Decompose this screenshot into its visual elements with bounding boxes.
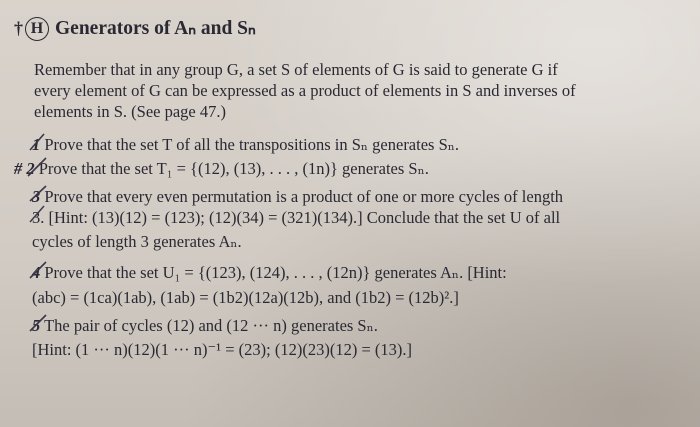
pen-stroke bbox=[30, 134, 44, 150]
exercise-mark: # bbox=[14, 159, 23, 178]
dagger-mark: † bbox=[14, 18, 23, 38]
section-letter-badge: H bbox=[25, 17, 49, 41]
exercise-text: The pair of cycles (12) and (12 ··· n) generates Sₙ. bbox=[44, 316, 378, 335]
exercise-text: Prove that the set T of all the transpositions in Sₙ generates Sₙ. bbox=[44, 135, 460, 154]
exercise-number: 4 bbox=[32, 263, 41, 282]
pen-stroke bbox=[30, 262, 46, 278]
exercise-3-line-3: cycles of length 3 generates Aₙ. bbox=[32, 232, 242, 251]
intro-line-1: Remember that in any group G, a set S of elements of G is said to generate G if bbox=[34, 60, 558, 79]
pen-stroke bbox=[30, 315, 46, 331]
pen-stroke bbox=[30, 206, 44, 222]
pen-stroke bbox=[28, 158, 46, 176]
exercise-number: 3 bbox=[32, 187, 41, 206]
section-title: Generators of Aₙ and Sₙ bbox=[55, 18, 256, 39]
exercise-4-line-2: (abc) = (1ca)(1ab), (1ab) = (1b2)(12a)(12b), and (1b2) = (12b)².] bbox=[32, 288, 459, 307]
exercise-3-line-2: 3. [Hint: (13)(12) = (123); (12)(34) = (321)(134).] Conclude that the set U of all bbox=[32, 208, 561, 227]
exercise-text: Prove that the set U₁ = {(123), (124), . . . , (12n)} generates Aₙ. [Hint: bbox=[44, 263, 507, 282]
exercise-number: 1 bbox=[32, 135, 41, 154]
intro-line-3: elements in S. (See page 47.) bbox=[34, 102, 226, 121]
exercise-text: Prove that the set T₁ = {(12), (13), . . . , (1n)} generates Sₙ. bbox=[38, 159, 429, 178]
exercise-number: 2 bbox=[26, 159, 35, 178]
exercise-5-line-2: [Hint: (1 ··· n)(12)(1 ··· n)⁻¹ = (23); (12)(23)(12) = (13).] bbox=[32, 340, 413, 359]
exercise-number: 5 bbox=[32, 316, 41, 335]
pen-stroke bbox=[30, 186, 46, 201]
exercise-text: Prove that every even permutation is a product of one or more cycles of length bbox=[44, 187, 564, 206]
intro-line-2: every element of G can be expressed as a product of elements in S and inverses of bbox=[34, 81, 576, 100]
